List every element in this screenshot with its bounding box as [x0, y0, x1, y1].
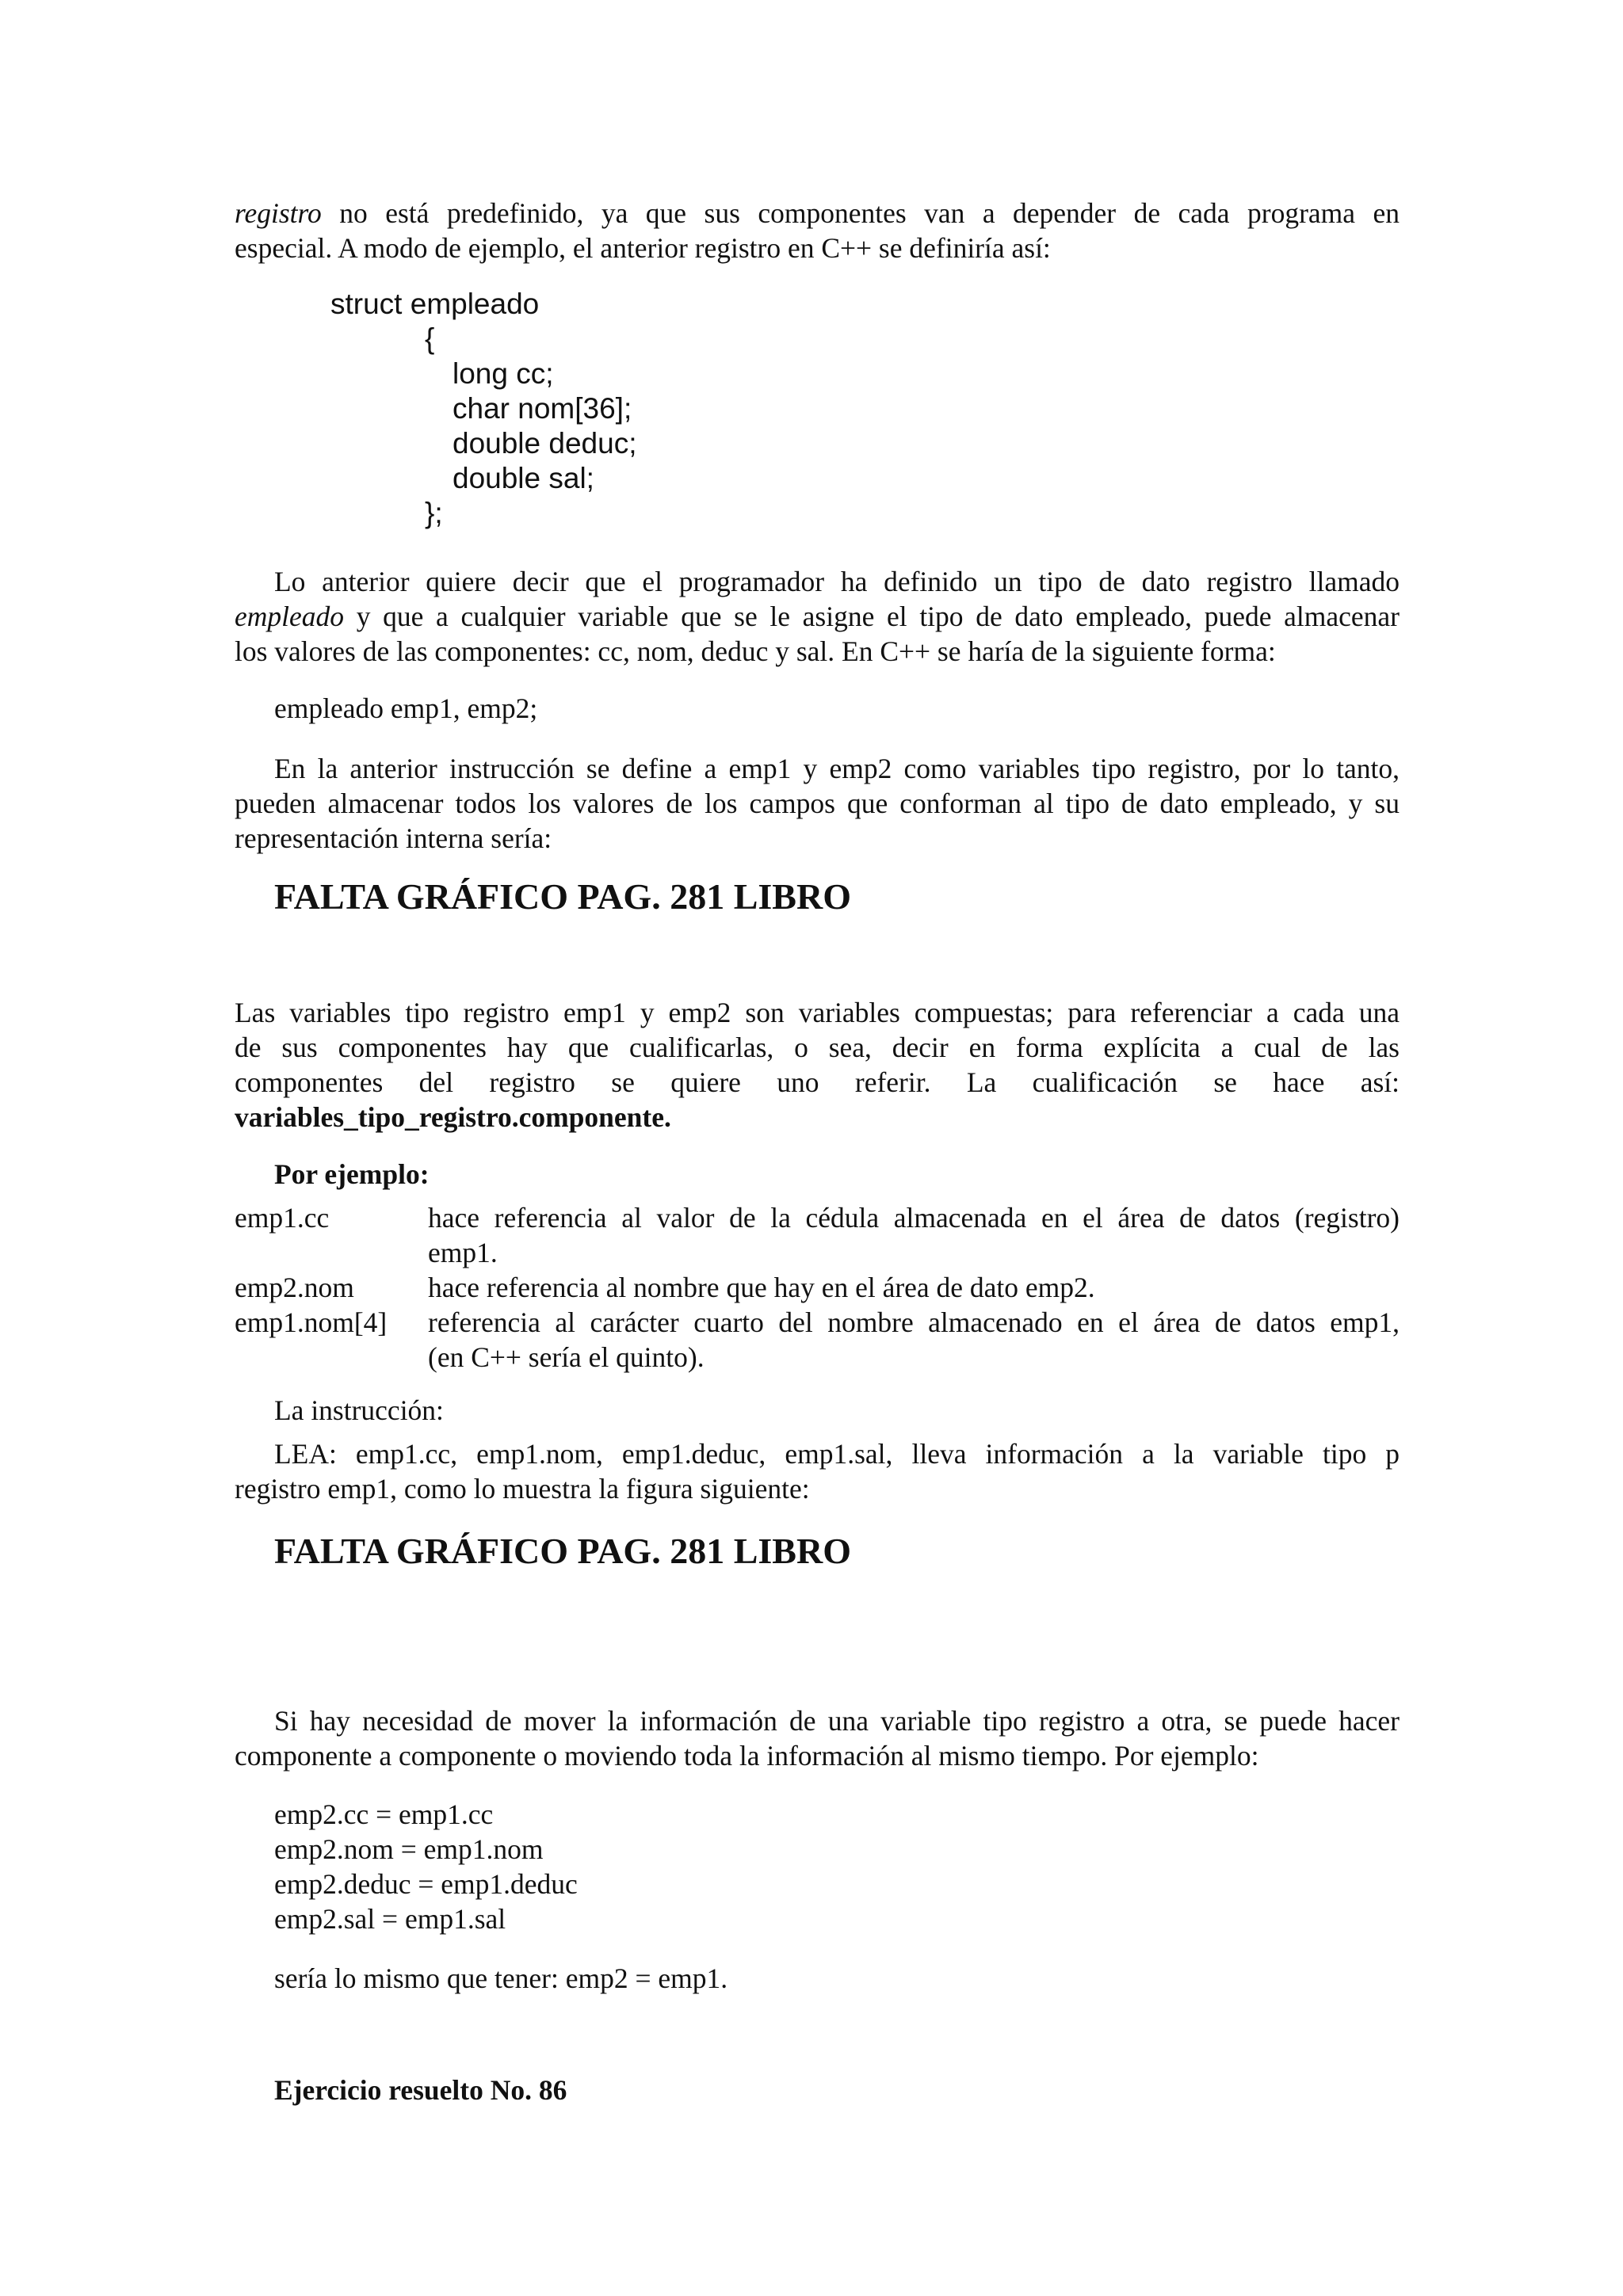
reference-description-line: hace referencia al nombre que hay en el área de dato emp2. — [428, 1272, 1095, 1303]
italic-term: registro — [235, 197, 322, 229]
text-run: y que a cualquier variable que se le asigne el tipo de dato empleado, puede almacenar — [344, 601, 1400, 632]
assignment-line: emp2.cc = emp1.cc — [274, 1798, 494, 1830]
paragraph-type-definition — [235, 564, 1400, 669]
assignment-line: emp2.sal = emp1.sal — [274, 1903, 506, 1935]
paragraph-line: pueden almacenar todos los valores de los campos que conforman al tipo de dato empleado, y su — [235, 788, 1400, 819]
reference-description-line: emp1. — [428, 1237, 498, 1268]
paragraph-line — [235, 196, 1400, 231]
reference-key: emp1.cc — [235, 1202, 330, 1234]
italic-term: empleado — [235, 601, 345, 632]
paragraph-line: registro emp1, como lo muestra la figura siguiente: — [235, 1473, 810, 1505]
paragraph-line: LEA: emp1.cc, emp1.nom, emp1.deduc, emp1.sal, lleva información a la variable tipo p — [274, 1438, 1400, 1470]
instruction-label: La instrucción: — [274, 1394, 444, 1426]
paragraph-lea — [235, 1436, 1400, 1506]
reference-description — [428, 1305, 1400, 1375]
code-struct-line: }; — [425, 497, 443, 529]
paragraph-line: Lo anterior quiere decir que el programador ha definido un tipo de dato registro llamado — [274, 566, 1400, 597]
code-struct-line: char nom[36]; — [453, 392, 632, 425]
reference-description-line: hace referencia al valor de la cédula almacenada en el área de datos (registro) — [428, 1202, 1400, 1234]
code-struct-line: double sal; — [453, 462, 594, 494]
exercise-heading: Ejercicio resuelto No. 86 — [274, 2074, 567, 2106]
paragraph-intro — [235, 196, 1400, 265]
paragraph-line: componentes del registro se quiere uno referir. La cualificación se hace así: — [235, 1066, 1400, 1098]
paragraph-line: especial. A modo de ejemplo, el anterior registro en C++ se definiría así: — [235, 232, 1051, 264]
paragraph-qualification — [235, 995, 1400, 1135]
paragraph-line: de sus componentes hay que cualificarlas, o sea, decir en forma explícita a cual de las — [235, 1032, 1400, 1063]
reference-description-line: referencia al carácter cuarto del nombre almacenado en el área de datos emp1, — [428, 1306, 1400, 1338]
qualification-syntax: variables_tipo_registro.componente. — [235, 1101, 671, 1133]
declaration-line: empleado emp1, emp2; — [274, 692, 538, 724]
paragraph-line: componente a componente o moviendo toda la información al mismo tiempo. Por ejemplo: — [235, 1740, 1259, 1772]
equivalence-line: sería lo mismo que tener: emp2 = emp1. — [274, 1962, 728, 1994]
paragraph-line: Si hay necesidad de mover la información de una variable tipo registro a otra, se puede hacer — [274, 1705, 1400, 1737]
reference-description-line: (en C++ sería el quinto). — [428, 1341, 705, 1373]
paragraph-line: los valores de las componentes: cc, nom, deduc y sal. En C++ se haría de la siguiente forma: — [235, 635, 1276, 667]
paragraph-line: En la anterior instrucción se define a emp1 y emp2 como variables tipo registro, por lo tanto, — [274, 753, 1400, 784]
paragraph-line: representación interna sería: — [235, 822, 552, 854]
assignment-line: emp2.deduc = emp1.deduc — [274, 1868, 578, 1900]
code-struct-line: { — [425, 322, 435, 355]
reference-key: emp2.nom — [235, 1272, 354, 1303]
code-struct-line: struct empleado — [330, 288, 540, 320]
code-struct-line: long cc; — [453, 357, 554, 390]
reference-key: emp1.nom[4] — [235, 1306, 388, 1338]
reference-row — [235, 1305, 1400, 1375]
reference-row — [235, 1200, 1400, 1270]
missing-figure-note: FALTA GRÁFICO PAG. 281 LIBRO — [274, 1531, 851, 1571]
paragraph-copy-record — [235, 1703, 1400, 1773]
paragraph-internal-representation — [235, 751, 1400, 856]
reference-row — [235, 1270, 1400, 1305]
paragraph-line — [235, 599, 1400, 634]
assignment-line: emp2.nom = emp1.nom — [274, 1833, 544, 1865]
reference-description — [428, 1200, 1400, 1270]
reference-description — [428, 1270, 1400, 1305]
code-struct-line: double deduc; — [453, 427, 637, 460]
missing-figure-note: FALTA GRÁFICO PAG. 281 LIBRO — [274, 876, 851, 917]
paragraph-line: Las variables tipo registro emp1 y emp2 son variables compuestas; para referenciar a cada una — [235, 997, 1400, 1028]
example-label: Por ejemplo: — [274, 1158, 430, 1190]
text-run: no está predefinido, ya que sus componentes van a depender de cada programa en — [321, 197, 1400, 229]
